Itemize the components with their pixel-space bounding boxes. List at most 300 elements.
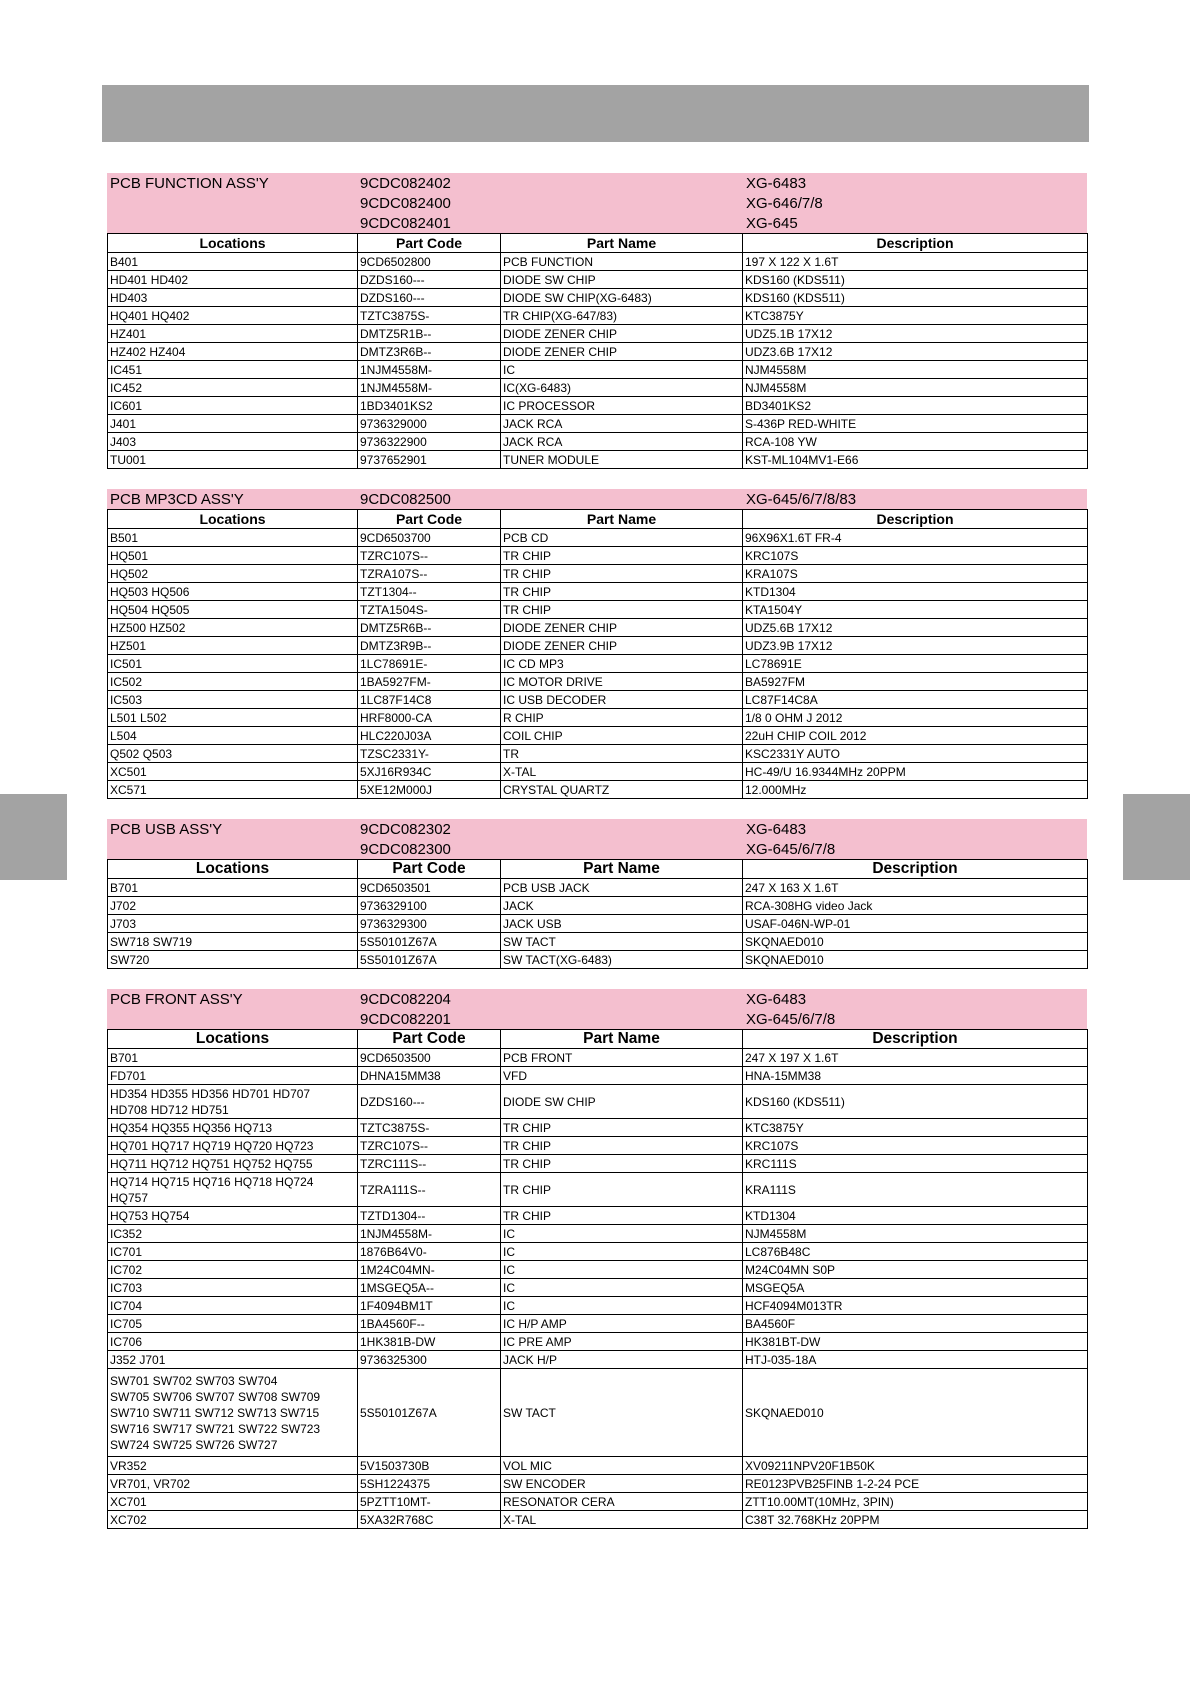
table-row (108, 433, 1088, 451)
part-code-cell: 5XJ16R934C (358, 763, 501, 781)
section-header (107, 989, 1087, 1029)
assembly-name: PCB FUNCTION ASS'Y (110, 175, 269, 192)
part-code-header: Part Code (358, 234, 501, 253)
description-cell: KDS160 (KDS511) (743, 1085, 1088, 1119)
table-row (108, 1279, 1088, 1297)
description-cell: BA4560F (743, 1315, 1088, 1333)
part-name-cell: TR CHIP (501, 583, 743, 601)
parts-section (107, 819, 1087, 969)
part-code-cell: 5S50101Z67A (358, 933, 501, 951)
part-code-cell: 1NJM4558M- (358, 379, 501, 397)
part-code-cell: 9736329100 (358, 897, 501, 915)
part-name-cell: DIODE SW CHIP (501, 271, 743, 289)
part-name-cell: DIODE SW CHIP(XG-6483) (501, 289, 743, 307)
part-code-cell: 5PZTT10MT- (358, 1493, 501, 1511)
location-cell: IC601 (108, 397, 358, 415)
description-cell: UDZ3.6B 17X12 (743, 343, 1088, 361)
model-number: XG-646/7/8 (746, 195, 823, 212)
table-row (108, 325, 1088, 343)
assembly-code: 9CDC082302 (360, 821, 451, 838)
part-code-cell: 1BA5927FM- (358, 673, 501, 691)
location-cell: HQ504 HQ505 (108, 601, 358, 619)
part-code-cell: 9737652901 (358, 451, 501, 469)
table-row (108, 271, 1088, 289)
part-name-cell: IC CD MP3 (501, 655, 743, 673)
description-cell: HNA-15MM38 (743, 1067, 1088, 1085)
description-cell: LC78691E (743, 655, 1088, 673)
part-name-cell: X-TAL (501, 763, 743, 781)
part-code-cell: 5XE12M000J (358, 781, 501, 799)
part-code-cell: 5S50101Z67A (358, 951, 501, 969)
part-name-cell: CRYSTAL QUARTZ (501, 781, 743, 799)
part-name-cell: TR CHIP (501, 565, 743, 583)
location-cell: B701 (108, 879, 358, 897)
assembly-name: PCB USB ASS'Y (110, 821, 223, 838)
table-row (108, 1297, 1088, 1315)
table-row (108, 727, 1088, 745)
description-cell: HCF4094M013TR (743, 1297, 1088, 1315)
part-name-cell: PCB FUNCTION (501, 253, 743, 271)
parts-table (107, 859, 1088, 969)
model-number: XG-645/6/7/8 (746, 841, 836, 858)
description-cell: KRA111S (743, 1173, 1088, 1207)
location-cell: HZ401 (108, 325, 358, 343)
location-cell: IC702 (108, 1261, 358, 1279)
location-cell: HQ401 HQ402 (108, 307, 358, 325)
location-cell: IC503 (108, 691, 358, 709)
description-cell: NJM4558M (743, 1225, 1088, 1243)
assembly-name: PCB FRONT ASS'Y (110, 991, 243, 1008)
description-cell: 22uH CHIP COIL 2012 (743, 727, 1088, 745)
part-code-cell: 1NJM4558M- (358, 361, 501, 379)
table-row (108, 1315, 1088, 1333)
model-number: XG-6483 (746, 991, 807, 1008)
table-row (108, 253, 1088, 271)
table-row (108, 1475, 1088, 1493)
description-cell: KRA107S (743, 565, 1088, 583)
assembly-code: 9CDC082401 (360, 215, 451, 232)
table-row (108, 1369, 1088, 1457)
table-row (108, 397, 1088, 415)
description-header: Description (743, 1030, 1088, 1049)
part-code-cell: 5XA32R768C (358, 1511, 501, 1529)
locations-header: Locations (108, 510, 358, 529)
part-name-cell: IC (501, 1225, 743, 1243)
location-cell: HQ701 HQ717 HQ719 HQ720 HQ723 (108, 1137, 358, 1155)
model-number: XG-645/6/7/8 (746, 1011, 836, 1028)
location-cell: IC452 (108, 379, 358, 397)
part-code-cell: 5V1503730B (358, 1457, 501, 1475)
location-cell: HD401 HD402 (108, 271, 358, 289)
part-name-cell: JACK RCA (501, 415, 743, 433)
part-name-header: Part Name (501, 860, 743, 879)
description-cell: RCA-308HG video Jack (743, 897, 1088, 915)
part-name-cell: JACK USB (501, 915, 743, 933)
location-cell: HQ711 HQ712 HQ751 HQ752 HQ755 (108, 1155, 358, 1173)
part-code-cell: TZSC2331Y- (358, 745, 501, 763)
table-row (108, 763, 1088, 781)
part-code-cell: TZRA111S-- (358, 1173, 501, 1207)
part-code-cell: 5SH1224375 (358, 1475, 501, 1493)
description-cell: KTD1304 (743, 583, 1088, 601)
assembly-code: 9CDC082402 (360, 175, 451, 192)
table-row (108, 1261, 1088, 1279)
parts-table (107, 509, 1088, 799)
part-name-cell: PCB FRONT (501, 1049, 743, 1067)
part-name-cell: SW TACT (501, 933, 743, 951)
part-name-cell: IC PRE AMP (501, 1333, 743, 1351)
location-cell: XC702 (108, 1511, 358, 1529)
part-name-cell: SW ENCODER (501, 1475, 743, 1493)
location-cell: VR352 (108, 1457, 358, 1475)
part-code-cell: TZTC3875S- (358, 307, 501, 325)
table-row (108, 415, 1088, 433)
part-code-cell: DZDS160--- (358, 289, 501, 307)
location-cell: HD403 (108, 289, 358, 307)
table-row (108, 781, 1088, 799)
description-cell: UDZ3.9B 17X12 (743, 637, 1088, 655)
description-cell: NJM4558M (743, 361, 1088, 379)
location-cell: IC502 (108, 673, 358, 691)
description-cell: 247 X 197 X 1.6T (743, 1049, 1088, 1067)
description-cell: KTA1504Y (743, 601, 1088, 619)
part-code-cell: 1M24C04MN- (358, 1261, 501, 1279)
parts-section (107, 489, 1087, 799)
description-cell: HC-49/U 16.9344MHz 20PPM (743, 763, 1088, 781)
left-page-tab (0, 794, 67, 880)
part-code-cell: 5S50101Z67A (358, 1369, 501, 1457)
part-code-cell: HRF8000-CA (358, 709, 501, 727)
section-header (107, 819, 1087, 859)
location-cell: HZ500 HZ502 (108, 619, 358, 637)
part-code-cell: 9CD6503500 (358, 1049, 501, 1067)
location-cell: SW720 (108, 951, 358, 969)
table-row (108, 709, 1088, 727)
part-code-cell: 9736329300 (358, 915, 501, 933)
location-cell: L501 L502 (108, 709, 358, 727)
part-code-cell: 9736325300 (358, 1351, 501, 1369)
part-code-cell: 1BD3401KS2 (358, 397, 501, 415)
location-cell: IC701 (108, 1243, 358, 1261)
table-row (108, 879, 1088, 897)
description-header: Description (743, 510, 1088, 529)
part-name-cell: COIL CHIP (501, 727, 743, 745)
part-name-header: Part Name (501, 510, 743, 529)
location-cell: HQ503 HQ506 (108, 583, 358, 601)
assembly-name: PCB MP3CD ASS'Y (110, 491, 244, 508)
description-cell: RE0123PVB25FINB 1-2-24 PCE (743, 1475, 1088, 1493)
part-name-cell: TR CHIP (501, 1207, 743, 1225)
table-row (108, 619, 1088, 637)
part-name-cell: TR CHIP (501, 1155, 743, 1173)
location-cell: HQ501 (108, 547, 358, 565)
location-cell: J352 J701 (108, 1351, 358, 1369)
location-cell: J403 (108, 433, 358, 451)
table-header-row (108, 860, 1088, 879)
location-cell: IC451 (108, 361, 358, 379)
table-row (108, 1119, 1088, 1137)
description-cell: UDZ5.6B 17X12 (743, 619, 1088, 637)
table-row (108, 565, 1088, 583)
part-code-cell: DZDS160--- (358, 1085, 501, 1119)
part-name-cell: TR CHIP (501, 547, 743, 565)
table-row (108, 1493, 1088, 1511)
table-row (108, 289, 1088, 307)
table-row (108, 1243, 1088, 1261)
model-number: XG-6483 (746, 821, 807, 838)
location-cell: IC352 (108, 1225, 358, 1243)
table-row (108, 655, 1088, 673)
table-row (108, 691, 1088, 709)
location-cell: L504 (108, 727, 358, 745)
right-page-tab (1123, 794, 1190, 880)
location-cell: VR701, VR702 (108, 1475, 358, 1493)
table-row (108, 1155, 1088, 1173)
part-code-cell: 9CD6503501 (358, 879, 501, 897)
part-name-cell: PCB USB JACK (501, 879, 743, 897)
description-cell: BA5927FM (743, 673, 1088, 691)
location-cell: XC571 (108, 781, 358, 799)
locations-header: Locations (108, 234, 358, 253)
part-name-cell: IC MOTOR DRIVE (501, 673, 743, 691)
location-cell: IC705 (108, 1315, 358, 1333)
description-cell: UDZ5.1B 17X12 (743, 325, 1088, 343)
model-number: XG-645/6/7/8/83 (746, 491, 857, 508)
location-cell: HD354 HD355 HD356 HD701 HD707 HD708 HD712 HD751 (108, 1085, 358, 1119)
part-code-cell: 1F4094BM1T (358, 1297, 501, 1315)
part-code-cell: 9736322900 (358, 433, 501, 451)
part-name-cell: SW TACT (501, 1369, 743, 1457)
part-name-cell: RESONATOR CERA (501, 1493, 743, 1511)
part-name-cell: DIODE ZENER CHIP (501, 325, 743, 343)
location-cell: B401 (108, 253, 358, 271)
part-name-cell: IC (501, 1297, 743, 1315)
location-cell: XC701 (108, 1493, 358, 1511)
table-header-row (108, 234, 1088, 253)
location-cell: HZ402 HZ404 (108, 343, 358, 361)
description-cell: USAF-046N-WP-01 (743, 915, 1088, 933)
location-cell: HZ501 (108, 637, 358, 655)
location-cell: SW718 SW719 (108, 933, 358, 951)
part-code-header: Part Code (358, 1030, 501, 1049)
part-code-cell: 1NJM4558M- (358, 1225, 501, 1243)
table-row (108, 547, 1088, 565)
description-cell: 12.000MHz (743, 781, 1088, 799)
table-row (108, 1333, 1088, 1351)
part-code-cell: TZT1304-- (358, 583, 501, 601)
description-cell: S-436P RED-WHITE (743, 415, 1088, 433)
part-name-cell: PCB CD (501, 529, 743, 547)
assembly-code: 9CDC082500 (360, 491, 451, 508)
locations-header: Locations (108, 1030, 358, 1049)
description-cell: KTC3875Y (743, 1119, 1088, 1137)
part-code-cell: TZRA107S-- (358, 565, 501, 583)
location-cell: TU001 (108, 451, 358, 469)
assembly-code: 9CDC082400 (360, 195, 451, 212)
location-cell: IC704 (108, 1297, 358, 1315)
location-cell: HQ753 HQ754 (108, 1207, 358, 1225)
description-cell: SKQNAED010 (743, 951, 1088, 969)
part-code-cell: TZTD1304-- (358, 1207, 501, 1225)
table-row (108, 1511, 1088, 1529)
description-cell: 1/8 0 OHM J 2012 (743, 709, 1088, 727)
table-row (108, 361, 1088, 379)
table-row (108, 451, 1088, 469)
table-row (108, 1049, 1088, 1067)
part-code-cell: DMTZ3R9B-- (358, 637, 501, 655)
description-cell: C38T 32.768KHz 20PPM (743, 1511, 1088, 1529)
location-cell: Q502 Q503 (108, 745, 358, 763)
part-name-header: Part Name (501, 1030, 743, 1049)
part-code-cell: 9736329000 (358, 415, 501, 433)
location-cell: HQ502 (108, 565, 358, 583)
location-cell: J703 (108, 915, 358, 933)
parts-table (107, 1029, 1088, 1529)
part-code-cell: DMTZ3R6B-- (358, 343, 501, 361)
description-cell: KDS160 (KDS511) (743, 289, 1088, 307)
part-code-cell: DMTZ5R1B-- (358, 325, 501, 343)
model-number: XG-6483 (746, 175, 807, 192)
location-cell: SW701 SW702 SW703 SW704 SW705 SW706 SW707 SW708 SW709 SW710 SW711 SW712 SW713 SW715 SW716 SW717 SW721 SW722 SW723 SW724 SW725 SW726 SW727 (108, 1369, 358, 1457)
description-cell: BD3401KS2 (743, 397, 1088, 415)
assembly-code: 9CDC082201 (360, 1011, 451, 1028)
part-name-cell: JACK RCA (501, 433, 743, 451)
table-row (108, 1173, 1088, 1207)
table-header-row (108, 510, 1088, 529)
description-cell: SKQNAED010 (743, 933, 1088, 951)
part-name-cell: DIODE ZENER CHIP (501, 637, 743, 655)
table-row (108, 897, 1088, 915)
description-cell: KRC107S (743, 547, 1088, 565)
table-row (108, 745, 1088, 763)
description-cell: M24C04MN S0P (743, 1261, 1088, 1279)
locations-header: Locations (108, 860, 358, 879)
part-code-cell: DMTZ5R6B-- (358, 619, 501, 637)
part-code-cell: TZRC111S-- (358, 1155, 501, 1173)
location-cell: HQ354 HQ355 HQ356 HQ713 (108, 1119, 358, 1137)
part-code-cell: 1HK381B-DW (358, 1333, 501, 1351)
description-cell: MSGEQ5A (743, 1279, 1088, 1297)
table-row (108, 1137, 1088, 1155)
table-row (108, 1457, 1088, 1475)
part-code-cell: TZTA1504S- (358, 601, 501, 619)
description-cell: ZTT10.00MT(10MHz, 3PIN) (743, 1493, 1088, 1511)
description-cell: KST-ML104MV1-E66 (743, 451, 1088, 469)
location-cell: IC706 (108, 1333, 358, 1351)
table-row (108, 1351, 1088, 1369)
section-header (107, 173, 1087, 233)
description-cell: KTC3875Y (743, 307, 1088, 325)
part-name-cell: SW TACT(XG-6483) (501, 951, 743, 969)
part-code-cell: HLC220J03A (358, 727, 501, 745)
part-name-cell: TUNER MODULE (501, 451, 743, 469)
part-name-cell: X-TAL (501, 1511, 743, 1529)
table-row (108, 1067, 1088, 1085)
part-name-cell: DIODE ZENER CHIP (501, 619, 743, 637)
model-number: XG-645 (746, 215, 798, 232)
page-header-bar (102, 85, 1089, 142)
part-name-cell: VFD (501, 1067, 743, 1085)
location-cell: HQ714 HQ715 HQ716 HQ718 HQ724 HQ757 (108, 1173, 358, 1207)
part-name-cell: VOL MIC (501, 1457, 743, 1475)
part-name-cell: IC H/P AMP (501, 1315, 743, 1333)
table-row (108, 307, 1088, 325)
table-row (108, 915, 1088, 933)
location-cell: J702 (108, 897, 358, 915)
table-row (108, 379, 1088, 397)
table-row (108, 933, 1088, 951)
part-name-cell: TR CHIP (501, 1173, 743, 1207)
part-name-cell: TR CHIP (501, 601, 743, 619)
part-code-cell: 1876B64V0- (358, 1243, 501, 1261)
part-code-cell: 1LC87F14C8 (358, 691, 501, 709)
parts-section (107, 989, 1087, 1529)
part-name-cell: IC (501, 361, 743, 379)
part-code-cell: 9CD6503700 (358, 529, 501, 547)
part-name-cell: TR CHIP (501, 1119, 743, 1137)
assembly-code: 9CDC082300 (360, 841, 451, 858)
assembly-code: 9CDC082204 (360, 991, 451, 1008)
part-name-cell: TR (501, 745, 743, 763)
location-cell: XC501 (108, 763, 358, 781)
description-cell: KDS160 (KDS511) (743, 271, 1088, 289)
part-name-header: Part Name (501, 234, 743, 253)
description-cell: 197 X 122 X 1.6T (743, 253, 1088, 271)
table-row (108, 1207, 1088, 1225)
part-name-cell: R CHIP (501, 709, 743, 727)
description-cell: XV09211NPV20F1B50K (743, 1457, 1088, 1475)
section-header (107, 489, 1087, 509)
table-row (108, 673, 1088, 691)
table-row (108, 1085, 1088, 1119)
location-cell: IC501 (108, 655, 358, 673)
part-code-cell: 9CD6502800 (358, 253, 501, 271)
description-cell: HK381BT-DW (743, 1333, 1088, 1351)
part-code-cell: TZTC3875S- (358, 1119, 501, 1137)
description-cell: 96X96X1.6T FR-4 (743, 529, 1088, 547)
part-name-cell: TR CHIP (501, 1137, 743, 1155)
part-name-cell: IC USB DECODER (501, 691, 743, 709)
description-cell: NJM4558M (743, 379, 1088, 397)
parts-table (107, 233, 1088, 469)
part-code-cell: DZDS160--- (358, 271, 501, 289)
parts-section (107, 173, 1087, 469)
part-code-cell: TZRC107S-- (358, 1137, 501, 1155)
description-cell: LC87F14C8A (743, 691, 1088, 709)
description-cell: SKQNAED010 (743, 1369, 1088, 1457)
part-name-cell: JACK H/P (501, 1351, 743, 1369)
table-row (108, 1225, 1088, 1243)
part-code-cell: DHNA15MM38 (358, 1067, 501, 1085)
part-name-cell: TR CHIP(XG-647/83) (501, 307, 743, 325)
part-name-cell: IC (501, 1243, 743, 1261)
location-cell: J401 (108, 415, 358, 433)
table-row (108, 583, 1088, 601)
part-name-cell: IC(XG-6483) (501, 379, 743, 397)
description-cell: HTJ-035-18A (743, 1351, 1088, 1369)
location-cell: IC703 (108, 1279, 358, 1297)
part-code-cell: 1MSGEQ5A-- (358, 1279, 501, 1297)
description-header: Description (743, 860, 1088, 879)
part-name-cell: DIODE ZENER CHIP (501, 343, 743, 361)
description-cell: KTD1304 (743, 1207, 1088, 1225)
table-row (108, 343, 1088, 361)
description-cell: 247 X 163 X 1.6T (743, 879, 1088, 897)
location-cell: B501 (108, 529, 358, 547)
part-name-cell: IC PROCESSOR (501, 397, 743, 415)
table-row (108, 529, 1088, 547)
location-cell: FD701 (108, 1067, 358, 1085)
